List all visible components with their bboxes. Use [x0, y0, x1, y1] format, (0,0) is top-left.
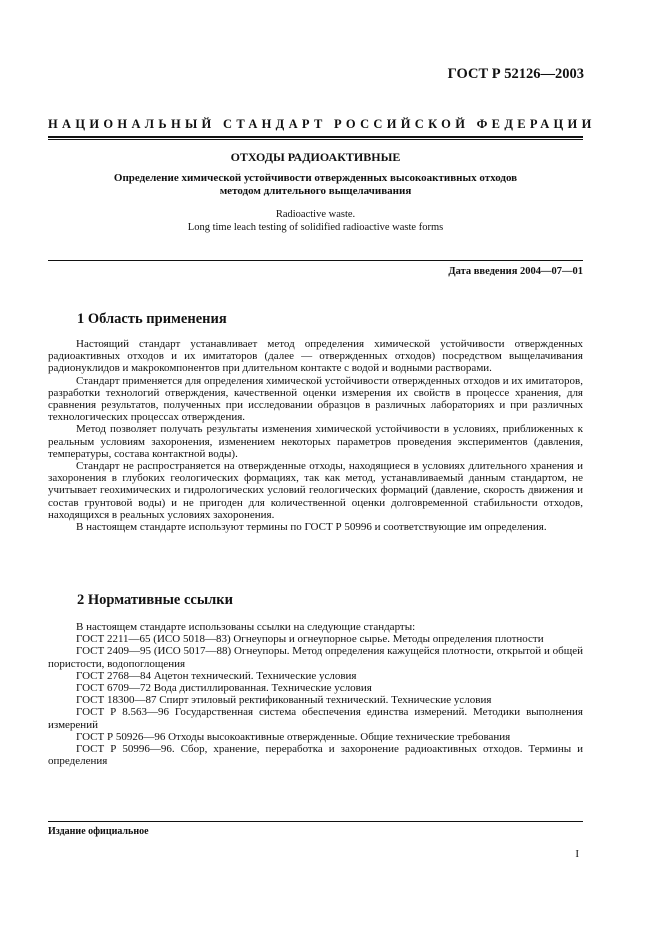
reference-item: ГОСТ Р 8.563—96 Государственная система обеспечения единства измерений. Методики выполнения измерений: [48, 706, 583, 731]
header-rule-thin: [48, 139, 583, 140]
english-title-line-2: Long time leach testing of solidified radioactive waste forms: [187, 222, 444, 233]
intro-date: Дата введения 2004—07—01: [448, 266, 583, 277]
reference-item: ГОСТ Р 50926—96 Отходы высокоактивные отвержденные. Общие технические требования: [76, 730, 511, 743]
document-subtitle: [48, 172, 583, 198]
reference-item: ГОСТ 18300—87 Спирт этиловый ректификованный технический. Технические условия: [76, 694, 492, 707]
reference-item: ГОСТ 6709—72 Вода дистиллированная. Технические условия: [76, 682, 372, 695]
page-number: I: [575, 848, 579, 860]
official-edition-label: Издание официальное: [48, 826, 149, 837]
paragraph: Стандарт применяется для определения химической устойчивости отвержденных отходов и их имитаторов, разработки технологий отверждения, качественной оценки измерения их свойств в процессе хранения, для сравнения результатов, полученных при исследовании образцов в различных лабораториях и при различных технологических процессах отверждения.: [48, 374, 583, 424]
document-title: ОТХОДЫ РАДИОАКТИВНЫЕ: [230, 150, 401, 164]
section-heading-references: 2 Нормативные ссылки: [77, 592, 233, 608]
reference-item: ГОСТ 2409—95 (ИСО 5017—88) Огнеупоры. Метод определения кажущейся плотности, открытой и общей пористости, водопоглощения: [48, 645, 583, 670]
paragraph: Метод позволяет получать результаты изменения химической устойчивости в условиях, приближенных к реальным условиям захоронения, изменением некоторых параметров проведения экспериментов (давления, температуры, состава контактной воды).: [48, 423, 583, 460]
paragraph: Стандарт не распространяется на отвержденные отходы, находящиеся в условиях длительного хранения и захоронения в глубоких геологических формациях, так как метод, устанавливаемый данным стандартом, не учитывает геохимических и гидрологических условий геологических формаций (давление, скорость движения и состав грунтовой воды) и не пригоден для количественной оценки долговременной стабильности отходов, находящихся в реальных условиях захоронения.: [48, 460, 583, 521]
header-rule-thick: [48, 136, 583, 138]
subtitle-line-2: методом длительного выщелачивания: [219, 185, 412, 197]
national-standard-banner: НАЦИОНАЛЬНЫЙ СТАНДАРТ РОССИЙСКОЙ ФЕДЕРАЦИИ: [48, 117, 596, 131]
section-references-body: [48, 621, 583, 767]
paragraph: Настоящий стандарт устанавливает метод определения химической устойчивости отвержденных радиоактивных отходов и их имитаторов (далее — отвержденных отходов) посредством выщелачивания радионуклидов и макрокомпонентов при длительном контакте с водой и водными растворами.: [48, 338, 583, 375]
reference-item: ГОСТ 2768—84 Ацетон технический. Технические условия: [76, 669, 357, 682]
english-title-line-1: Radioactive waste.: [275, 209, 356, 220]
subtitle-line-1: Определение химической устойчивости отвержденных высокоактивных отходов: [113, 172, 518, 184]
footer-rule: [48, 821, 583, 822]
english-title: [48, 208, 583, 234]
section-heading-scope: 1 Область применения: [77, 311, 227, 327]
section-scope-body: [48, 338, 583, 533]
paragraph: В настоящем стандарте используют термины по ГОСТ Р 50996 и соответствующие им определения.: [76, 521, 547, 534]
gost-number: ГОСТ Р 52126—2003: [447, 66, 584, 82]
title-rule: [48, 260, 583, 261]
reference-item: ГОСТ 2211—65 (ИСО 5018—83) Огнеупоры и огнеупорное сырье. Методы определения плотности: [76, 633, 544, 646]
reference-item: ГОСТ Р 50996—96. Сбор, хранение, переработка и захоронение радиоактивных отходов. Термины и определения: [48, 743, 583, 768]
paragraph: В настоящем стандарте использованы ссылки на следующие стандарты:: [76, 621, 416, 633]
